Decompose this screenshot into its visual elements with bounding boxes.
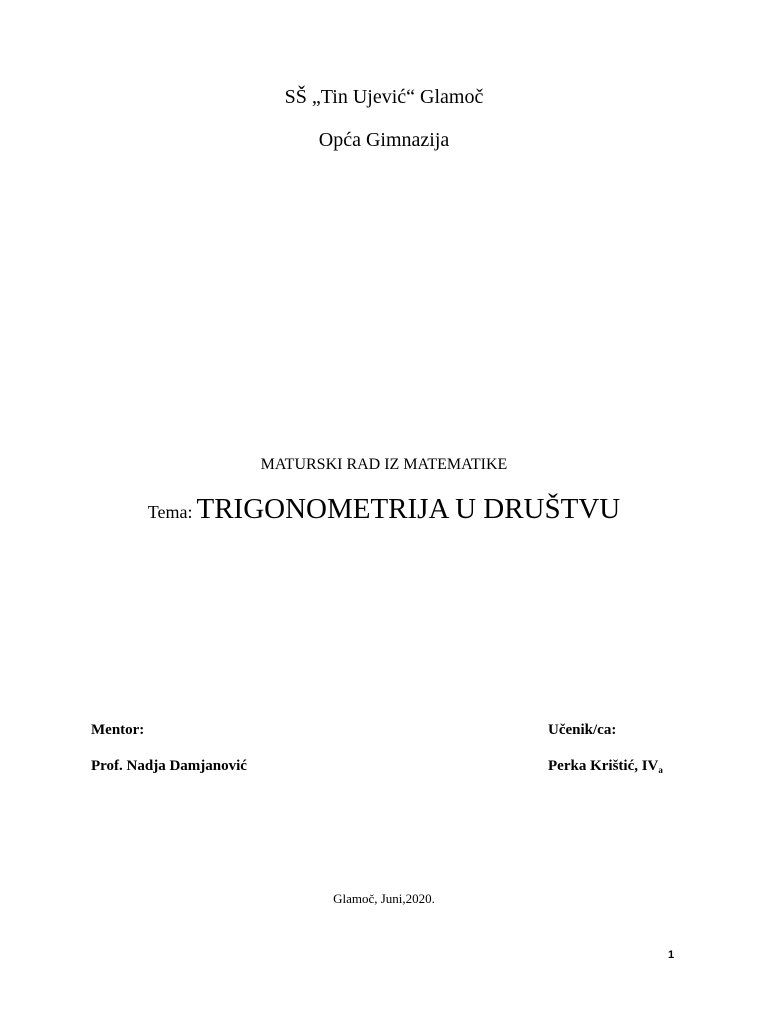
page-number: 1 xyxy=(668,949,675,961)
student-class-subscript: a xyxy=(658,765,663,775)
topic-label: Tema: xyxy=(147,502,193,522)
place-date: Glamoč, Juni,2020. xyxy=(333,891,435,906)
work-type-heading: MATURSKI RAD IZ MATEMATIKE xyxy=(260,456,508,473)
student-name: Perka Krištić, IV xyxy=(548,758,659,774)
mentor-name: Prof. Nadja Damjanović xyxy=(91,758,247,774)
mentor-label: Mentor: xyxy=(91,722,145,738)
gymnasium-name: Opća Gimnazija xyxy=(318,129,450,151)
student-name-line xyxy=(548,758,663,775)
topic-title: TRIGONOMETRIJA U DRUŠTVU xyxy=(196,493,621,525)
school-name: SŠ „Tin Ujević“ Glamoč xyxy=(284,86,484,108)
student-label: Učenik/ca: xyxy=(548,722,617,738)
topic-line xyxy=(0,493,768,526)
